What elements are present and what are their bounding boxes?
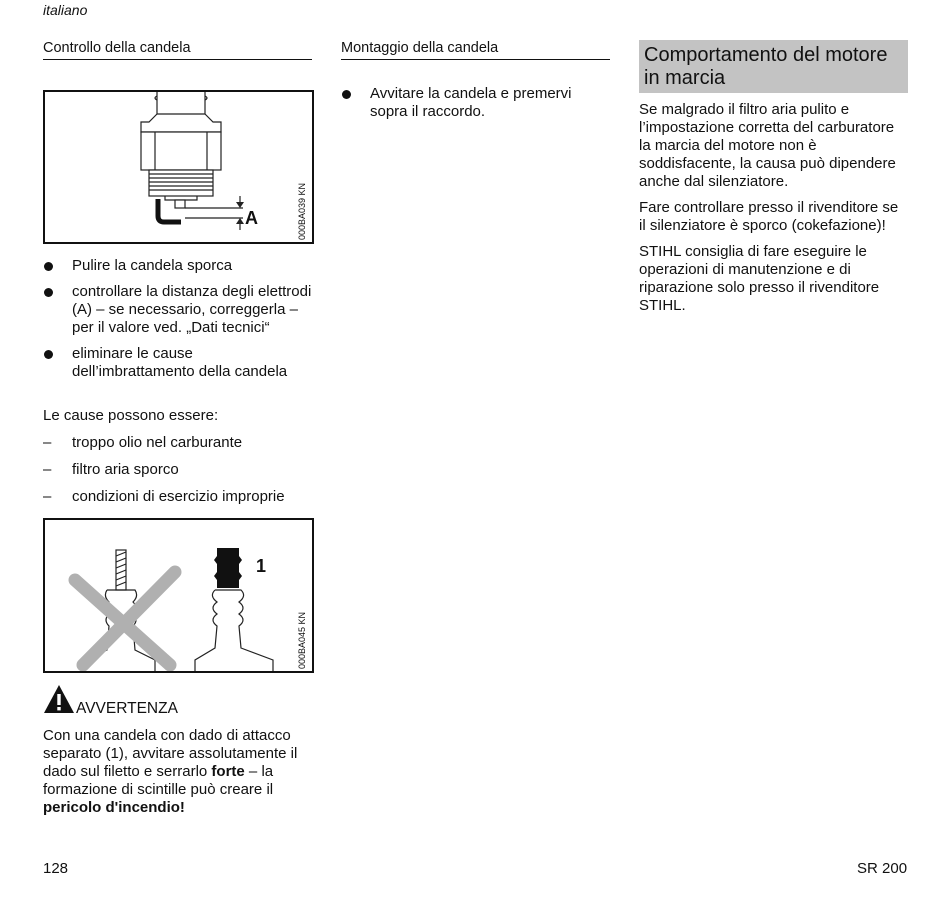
heading-engine-behavior: Comportamento del motore in marcia [639,40,908,93]
bullet-dot-icon [44,350,53,359]
dash-marker: – [43,434,52,451]
list-item: – filtro aria sporco [43,461,179,478]
causes-list [43,434,318,515]
list-item: Avvitare la candela e premervi sopra il raccordo. [341,85,603,121]
heading-spark-plug-check: Controllo della candela [43,39,312,60]
spark-plug-gap-figure [43,90,314,244]
page-number: 128 [43,860,69,877]
install-steps-list [341,85,603,129]
model-name: SR 200 [857,860,908,877]
figure-code-2: 000BA045 KN [297,611,307,669]
spark-plug-illustration [45,92,312,242]
dash-marker: – [43,461,52,478]
paragraph: Se malgrado il filtro aria pulito e l’impostazione corretta del carburatore la marcia del motore non è soddisfacente, la causa può dipendere anche dal silenziatore. [639,101,896,190]
emphasis-strong: forte [211,763,245,780]
engine-behavior-text [639,101,909,323]
language-label: italiano [43,2,88,18]
bullet-dot-icon [44,288,53,297]
list-item: eliminare le cause dell’imbrattamento della candela [43,345,318,381]
check-steps-list [43,257,318,389]
dash-marker: – [43,488,52,505]
bullet-dot-icon [44,262,53,271]
causes-intro: Le cause possono essere: [43,407,219,424]
warning-text: Con una candela con dado di attacco separato (1), avvitare assolutamente il dado sul filetto e serrarlo forte – la formazione di scintille può creare il pericolo d'incendio! [43,727,298,816]
list-item: Pulire la candela sporca [43,257,318,275]
list-item: controllare la distanza degli elettrodi (A) – se necessario, correggerla – per il valore ved. „Dati tecnici“ [43,283,318,337]
paragraph: Fare controllare presso il rivenditore se il silenziatore è sporco (cokefazione)! [639,199,899,234]
emphasis-danger: pericolo d'incendio! [43,799,185,816]
warning-title: AVVERTENZA [76,700,178,717]
list-item: – condizioni di esercizio improprie [43,488,285,505]
spark-plug-nut-figure [43,518,314,673]
paragraph: STIHL consiglia di fare eseguire le operazioni di manutenzione e di riparazione solo presso il rivenditore STIHL. [639,243,880,314]
warning-heading [43,684,333,718]
figure-code-1: 000BA039 KN [297,182,307,240]
bullet-dot-icon [342,90,351,99]
gap-label-a: A [245,208,258,228]
heading-spark-plug-install: Montaggio della candela [341,39,610,60]
list-item: – troppo olio nel carburante [43,434,243,451]
spark-plug-nut-illustration [45,520,312,671]
nut-label-1: 1 [256,556,267,576]
warning-triangle-icon [43,684,75,714]
